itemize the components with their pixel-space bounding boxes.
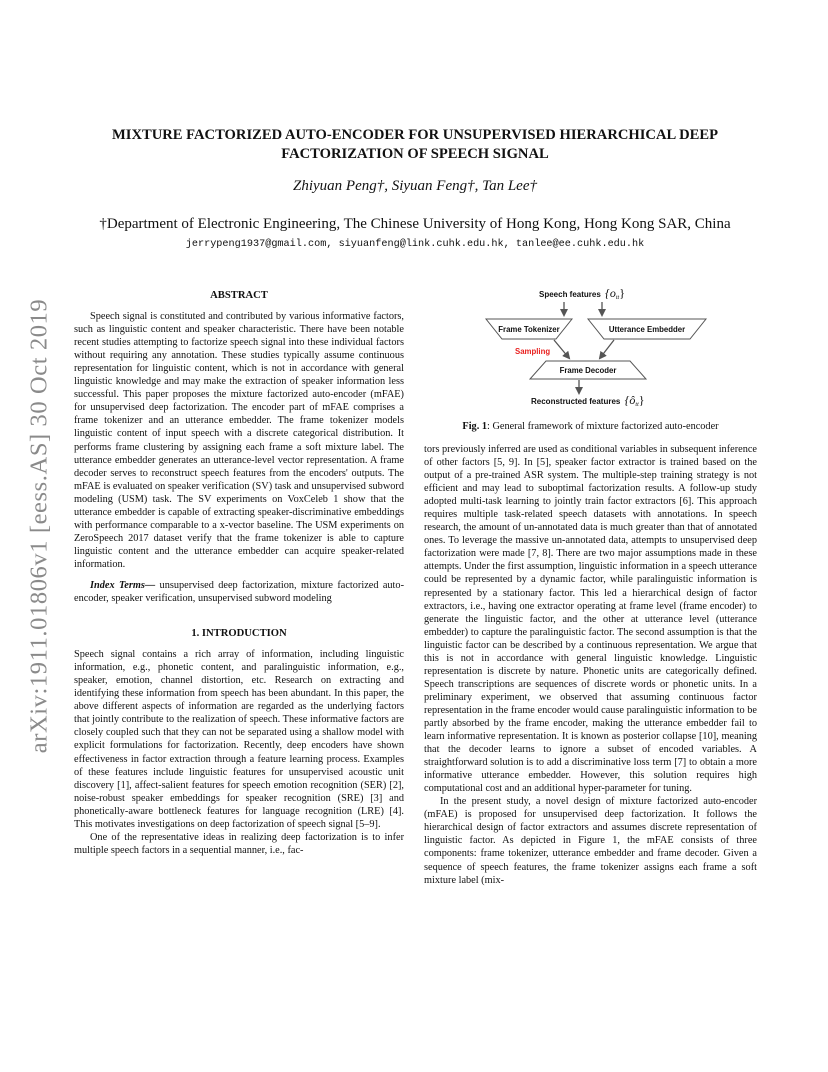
intro-heading: 1. INTRODUCTION <box>191 628 287 640</box>
frame-decoder-label: Frame Decoder <box>559 366 617 375</box>
emails: jerrypeng1937@gmail.com, siyuanfeng@link.cuhk.edu.hk, tanlee@ee.cuhk.edu.hk <box>185 239 645 250</box>
abstract-text: Speech signal is constituted and contributed by various informative factors, such as linguistic content and speaker characteristic. There have been notable recent studies attempting to factorize speech signal into these individual factors without requiring any annotation. These studies typically assume continuous representation for linguistic content, which is not in accordance with general linguistic knowledge and may make the extraction of speaker information less successful. This paper proposes the mixture factorized auto-encoder (mFAE) for unsupervised deep factorization. The encoder part of mFAE comprises a frame tokenizer and an utterance embedder. The frame tokenizer models linguistic content of input speech with a discrete categorical distribution. It performs frame clustering by assigning each frame a soft mixture label. The utterance embedder generates an utterance-level vector representation. A frame decoder serves to reconstruct speech features from the encoders' outputs. The mFAE is evaluated on speaker verification (SV) task and unsupervised subword modeling (USM) task. The SV experiments on VoxCeleb 1 show that the utterance embedder is capable of extracting speaker-discriminative embeddings with performance comparable to a x-vector baseline. The USM experiments on ZeroSpeech 2017 dataset verify that the frame tokenizer is able to capture linguistic content and the utterance embedder can acquire speaker-related information. <box>74 311 404 570</box>
paper-title <box>60 126 770 163</box>
caption-text: : General framework of mixture factorized auto-encoder <box>487 421 719 432</box>
output-symbol: {ô <box>624 393 636 407</box>
abstract-heading: ABSTRACT <box>210 290 268 301</box>
intro-paragraph-2: One of the representative ideas in realizing deep factorization is to infer multiple speech factors in a sequential manner, i.e., fac- <box>74 831 404 856</box>
right-paragraph-1: tors previously inferred are used as conditional variables in subsequent inference of other factors [5, 9]. In [5], speaker factor extractor is trained based on the output of a pre-trained ASR system. The multiple-step training strategy is not efficient and may lead to suboptimal factorization results. A follow-up study adopted multi-task learning to jointly train factor extractors [6]. This approach requires multiple task-related speech datasets with annotations. In speech research, the amount of un-annotated data is much greater than that of annotated ones. To leverage the massive un-annotated data, attempts to unsupervised deep factorization were made [7, 8]. There are two major assumptions made in these attempts. Under the first assumption, linguistic information in a speech utterance could be represented by a dynamic factor, while paralinguistic information is represented by a stationary factor. This led a hierarchical design of factor extractors, i.e., having one extractor operating at frame level (frame encoder) to generate the linguistic factor, and the other at utterance level (utterance embedder) to capture the paralinguistic factor. The second assumption is that the linguistic factor can be described by a continuous representation. We argue that this is not in accordance with general linguistic knowledge. Linguistic representation is discrete by nature. Phonetic units are categorically defined. Speech transcriptions are sequences of discrete words or phonetic units. In a preliminary experiment, we observed that assuming continuous factor representation in the frame encoder would cause paralinguistic information to be partly absorbed by the frame encoder, making the utterance embedder fail to learn informative representation. It is known as posterior collapse [10], meaning that the decoder learns to ignore a subset of encoded variables. A straightforward solution is to add a discriminative loss term [7] to obtain a more informative utterance embedder. However, this solution requires high computational cost and an additional hyper-parameter for tuning. <box>424 444 757 795</box>
output-features-label: Reconstructed features $\{ô_{tt}\}$ <box>531 393 645 408</box>
title-line-1: MIXTURE FACTORIZED AUTO-ENCODER FOR UNSUPERVISED HIERARCHICAL DEEP <box>111 127 719 143</box>
frame-tokenizer-label: Frame Tokenizer <box>498 325 560 334</box>
left-column <box>74 289 404 857</box>
figure-caption <box>424 421 757 432</box>
right-column <box>424 443 757 887</box>
sampling-label: Sampling <box>515 347 551 356</box>
input-features-label: Speech features $\{o_{tt}\}$ <box>539 286 625 301</box>
affiliation: †Department of Electronic Engineering, The Chinese University of Hong Kong, Hong Kong SAR, China <box>99 216 731 232</box>
index-terms-text: unsupervised deep factorization, mixture factorized auto-encoder, speaker verification, unsupervised subword modeling <box>74 579 404 605</box>
title-line-2: FACTORIZATION OF SPEECH SIGNAL <box>281 145 549 162</box>
caption-label: Fig. 1 <box>462 421 488 432</box>
intro-paragraph-1: Speech signal contains a rich array of information, including linguistic information, e.g., phonetic content, and paralinguistic information, e.g., speaker, emotion, channel distortion, etc. Research on extracting and identifying these information from speech has been abundant. In this paper, the above different aspects of information are regarded as the underlying factors that jointly contribute to the realization of speech. These informative factors are closely coupled such that they can not be separated using a shallow model with explicit formulations for factorization. Recently, deep encoders have shown effectiveness in factor extraction through a feature learning process. Examples of these features include linguistic features for unsupervised acoustic unit discovery [1], affect-salient features for speech emotion recognition (SER) [2], noise-robust speaker embeddings for speaker recognition (SRE) [3] and phonetically-aware bottleneck features for language recognition (LRE) [4]. This motivates investigations on deep factorization of speech signal [5–9]. <box>74 649 404 830</box>
figure-1-diagram <box>424 282 757 412</box>
index-terms-label: Index Terms— <box>90 579 156 591</box>
input-symbol: {o <box>605 286 616 300</box>
authors: Zhiyuan Peng†, Siyuan Feng†, Tan Lee† <box>292 178 537 194</box>
arxiv-id: arXiv:1911.01806v1 [eess.AS] 30 Oct 2019 <box>25 298 53 754</box>
arrow-tokenizer-to-decoder <box>554 340 569 358</box>
arrow-embedder-to-decoder <box>600 340 614 358</box>
index-terms <box>74 579 404 605</box>
arxiv-stamp <box>22 281 56 771</box>
utterance-embedder-label: Utterance Embedder <box>608 325 686 334</box>
right-paragraph-2: In the present study, a novel design of mixture factorized auto-encoder (mFAE) is proposed for unsupervised deep factorization. It follows the hierarchical design of factor extractors and assumes discrete representation of linguistic factor. As depicted in Figure 1, the mFAE consists of three components: frame tokenizer, utterance embedder and frame decoder. Given a sequence of speech features, the frame tokenizer assigns each frame a soft mixture label (mix- <box>424 796 757 886</box>
